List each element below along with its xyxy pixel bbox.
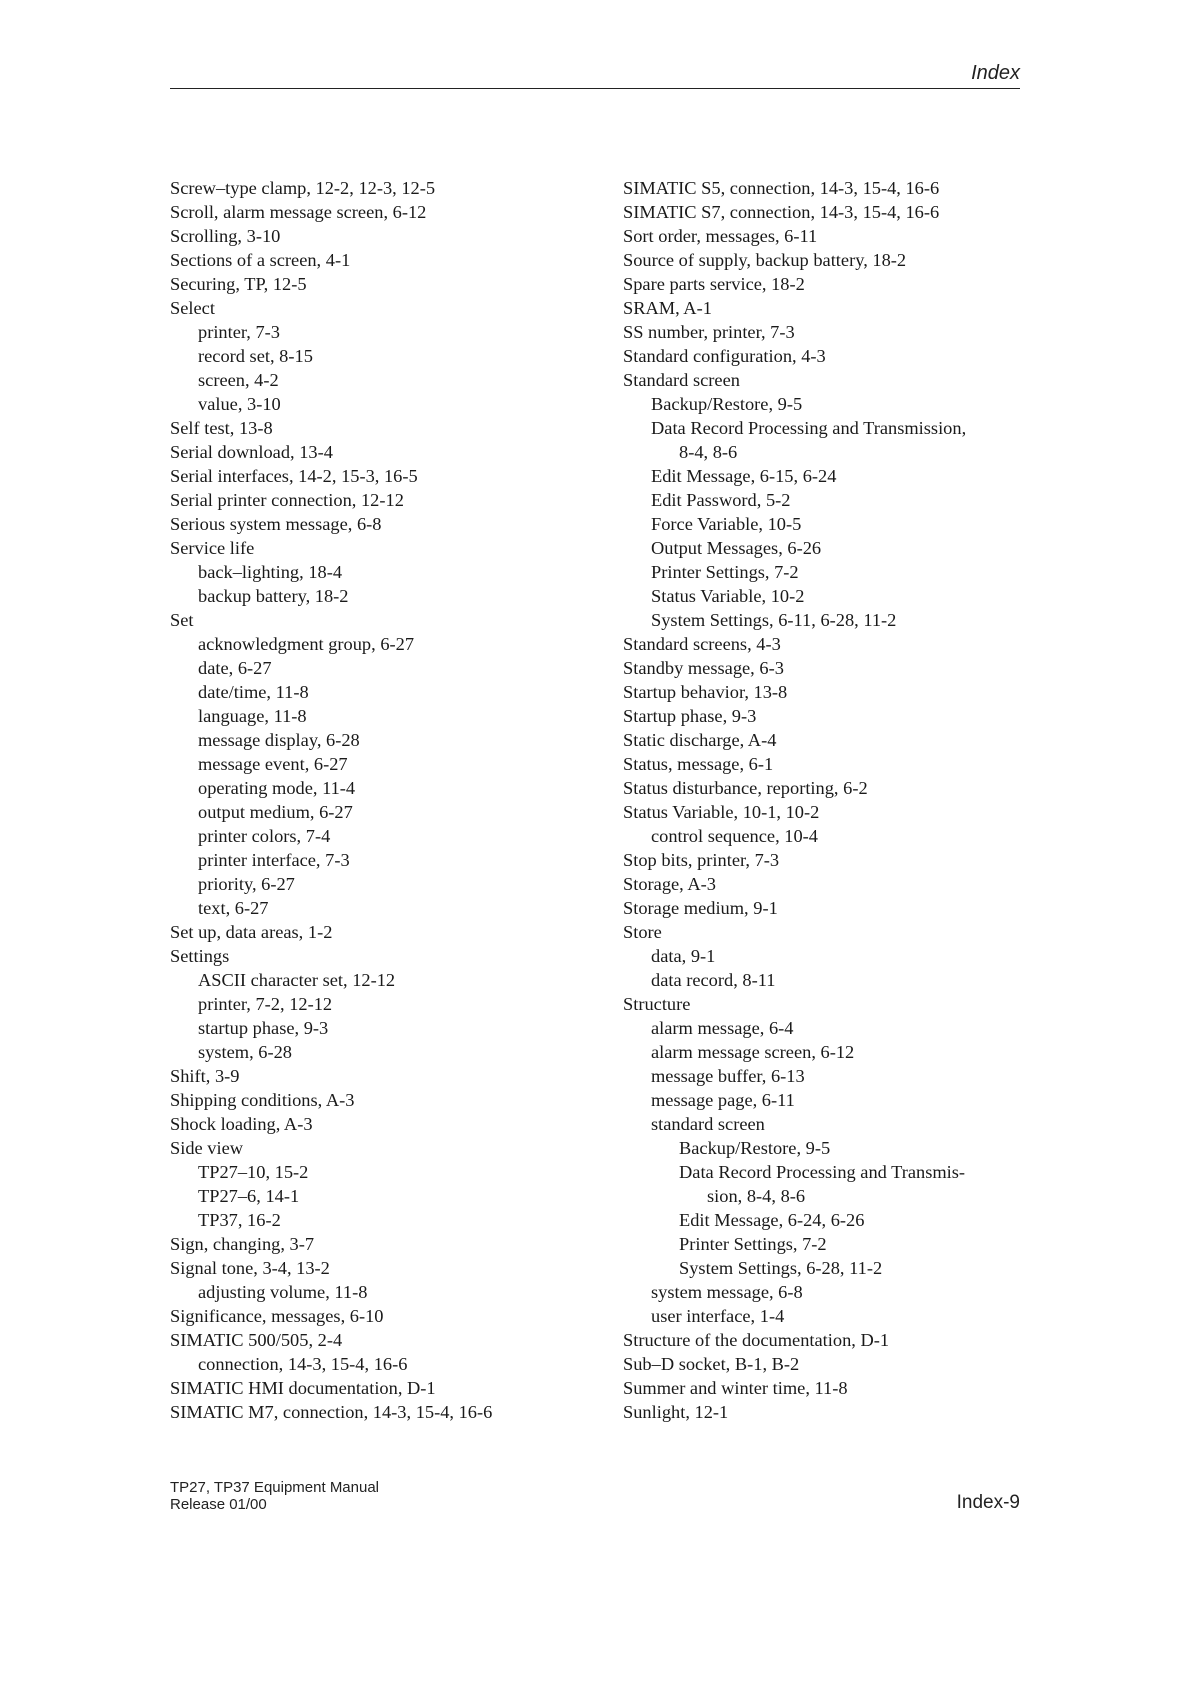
- index-entry: Scrolling, 3-10: [170, 226, 281, 246]
- footer-manual-title: TP27, TP37 Equipment Manual: [170, 1479, 380, 1496]
- index-entry: Startup behavior, 13-8: [623, 682, 788, 702]
- index-entry: System Settings, 6-11, 6-28, 11-2: [651, 610, 897, 630]
- index-entry: Status disturbance, reporting, 6-2: [623, 778, 868, 798]
- index-entry: Serial download, 13-4: [170, 442, 333, 462]
- index-entry: TP27–6, 14-1: [198, 1186, 300, 1206]
- index-entry: Output Messages, 6-26: [651, 538, 822, 558]
- index-entry: System Settings, 6-28, 11-2: [679, 1258, 883, 1278]
- index-entry: SIMATIC S7, connection, 14-3, 15-4, 16-6: [623, 202, 940, 222]
- index-entry: message event, 6-27: [198, 754, 348, 774]
- index-entry: Stop bits, printer, 7-3: [623, 850, 780, 870]
- index-entry: ASCII character set, 12-12: [198, 970, 396, 990]
- index-entry: printer interface, 7-3: [198, 850, 350, 870]
- index-entry: Self test, 13-8: [170, 418, 273, 438]
- index-column-right: [623, 176, 1023, 1424]
- index-entry: Backup/Restore, 9-5: [679, 1138, 831, 1158]
- index-entry: user interface, 1-4: [651, 1306, 785, 1326]
- index-entry: date/time, 11-8: [198, 682, 309, 702]
- index-entry: SIMATIC S5, connection, 14-3, 15-4, 16-6: [623, 178, 940, 198]
- index-entry: Significance, messages, 6-10: [170, 1306, 384, 1326]
- index-entry: data, 9-1: [651, 946, 716, 966]
- index-entry: SIMATIC HMI documentation, D-1: [170, 1378, 436, 1398]
- index-entry: record set, 8-15: [198, 346, 313, 366]
- index-entry: Summer and winter time, 11-8: [623, 1378, 848, 1398]
- index-entry: printer, 7-3: [198, 322, 280, 342]
- index-entry: backup battery, 18-2: [198, 586, 349, 606]
- index-entry: system, 6-28: [198, 1042, 292, 1062]
- index-entry: Backup/Restore, 9-5: [651, 394, 803, 414]
- index-entry: Sign, changing, 3-7: [170, 1234, 315, 1254]
- index-entry: SS number, printer, 7-3: [623, 322, 795, 342]
- index-entry: Scroll, alarm message screen, 6-12: [170, 202, 427, 222]
- index-entry: Signal tone, 3-4, 13-2: [170, 1258, 330, 1278]
- index-entry: Standby message, 6-3: [623, 658, 784, 678]
- page-number: Index-9: [956, 1492, 1020, 1513]
- index-entry: operating mode, 11-4: [198, 778, 356, 798]
- index-entry: Sections of a screen, 4-1: [170, 250, 351, 270]
- header-title: Index: [971, 62, 1020, 84]
- footer-release: Release 01/00: [170, 1496, 267, 1513]
- index-entry: Side view: [170, 1138, 244, 1158]
- index-entry: Serial interfaces, 14-2, 15-3, 16-5: [170, 466, 418, 486]
- index-entry: Static discharge, A-4: [623, 730, 777, 750]
- index-entry: adjusting volume, 11-8: [198, 1282, 368, 1302]
- index-entry: alarm message screen, 6-12: [651, 1042, 855, 1062]
- index-entry: Data Record Processing and Transmis-: [679, 1162, 966, 1182]
- index-entry: Standard screens, 4-3: [623, 634, 781, 654]
- index-entry: TP27–10, 15-2: [198, 1162, 309, 1182]
- index-entry: Source of supply, backup battery, 18-2: [623, 250, 907, 270]
- index-entry: Printer Settings, 7-2: [679, 1234, 827, 1254]
- index-entry: startup phase, 9-3: [198, 1018, 329, 1038]
- index-entry: Edit Message, 6-15, 6-24: [651, 466, 837, 486]
- index-entry: 8-4, 8-6: [679, 442, 738, 462]
- index-entry: text, 6-27: [198, 898, 269, 918]
- footer-manual-info: [170, 1479, 379, 1513]
- index-entry: Status, message, 6-1: [623, 754, 774, 774]
- index-entry: printer, 7-2, 12-12: [198, 994, 333, 1014]
- index-entry: Structure: [623, 994, 691, 1014]
- index-entry: Store: [623, 922, 662, 942]
- index-entry: Status Variable, 10-1, 10-2: [623, 802, 820, 822]
- index-entry: message buffer, 6-13: [651, 1066, 805, 1086]
- index-entry: Startup phase, 9-3: [623, 706, 757, 726]
- index-entry: Force Variable, 10-5: [651, 514, 802, 534]
- index-entry: Sunlight, 12-1: [623, 1402, 729, 1422]
- index-entry: language, 11-8: [198, 706, 307, 726]
- index-entry: sion, 8-4, 8-6: [707, 1186, 806, 1206]
- index-entry: acknowledgment group, 6-27: [198, 634, 415, 654]
- index-entry: Settings: [170, 946, 230, 966]
- index-entry: value, 3-10: [198, 394, 281, 414]
- index-entry: priority, 6-27: [198, 874, 295, 894]
- index-entry: control sequence, 10-4: [651, 826, 818, 846]
- index-entry: Set: [170, 610, 194, 630]
- index-entry: Shipping conditions, A-3: [170, 1090, 355, 1110]
- index-entry: Securing, TP, 12-5: [170, 274, 307, 294]
- index-entry: Standard configuration, 4-3: [623, 346, 826, 366]
- index-entry: Serial printer connection, 12-12: [170, 490, 404, 510]
- index-entry: alarm message, 6-4: [651, 1018, 794, 1038]
- index-entry: Service life: [170, 538, 255, 558]
- index-entry: date, 6-27: [198, 658, 272, 678]
- index-entry: Edit Message, 6-24, 6-26: [679, 1210, 865, 1230]
- index-entry: printer colors, 7-4: [198, 826, 331, 846]
- index-entry: back–lighting, 18-4: [198, 562, 343, 582]
- index-entry: Set up, data areas, 1-2: [170, 922, 333, 942]
- index-entry: connection, 14-3, 15-4, 16-6: [198, 1354, 408, 1374]
- index-entry: standard screen: [651, 1114, 765, 1134]
- index-entry: Status Variable, 10-2: [651, 586, 805, 606]
- index-entry: message page, 6-11: [651, 1090, 795, 1110]
- index-entry: Storage, A-3: [623, 874, 716, 894]
- index-entry: SRAM, A-1: [623, 298, 712, 318]
- index-column-left: [170, 176, 610, 1424]
- index-entry: Sub–D socket, B-1, B-2: [623, 1354, 800, 1374]
- index-entry: data record, 8-11: [651, 970, 776, 990]
- index-entry: Shift, 3-9: [170, 1066, 240, 1086]
- index-entry: message display, 6-28: [198, 730, 360, 750]
- index-entry: SIMATIC M7, connection, 14-3, 15-4, 16-6: [170, 1402, 493, 1422]
- index-entry: screen, 4-2: [198, 370, 279, 390]
- index-entry: Screw–type clamp, 12-2, 12-3, 12-5: [170, 178, 436, 198]
- index-entry: Shock loading, A-3: [170, 1114, 313, 1134]
- index-entry: system message, 6-8: [651, 1282, 803, 1302]
- index-entry: Spare parts service, 18-2: [623, 274, 805, 294]
- header-rule: [170, 88, 1020, 89]
- index-entry: Standard screen: [623, 370, 740, 390]
- index-entry: Printer Settings, 7-2: [651, 562, 799, 582]
- index-entry: Structure of the documentation, D-1: [623, 1330, 890, 1350]
- index-entry: Serious system message, 6-8: [170, 514, 382, 534]
- index-entry: Storage medium, 9-1: [623, 898, 778, 918]
- index-entry: Sort order, messages, 6-11: [623, 226, 818, 246]
- index-entry: Select: [170, 298, 215, 318]
- index-entry: Edit Password, 5-2: [651, 490, 791, 510]
- index-entry: SIMATIC 500/505, 2-4: [170, 1330, 343, 1350]
- index-entry: Data Record Processing and Transmission,: [651, 418, 967, 438]
- index-entry: TP37, 16-2: [198, 1210, 281, 1230]
- index-entry: output medium, 6-27: [198, 802, 353, 822]
